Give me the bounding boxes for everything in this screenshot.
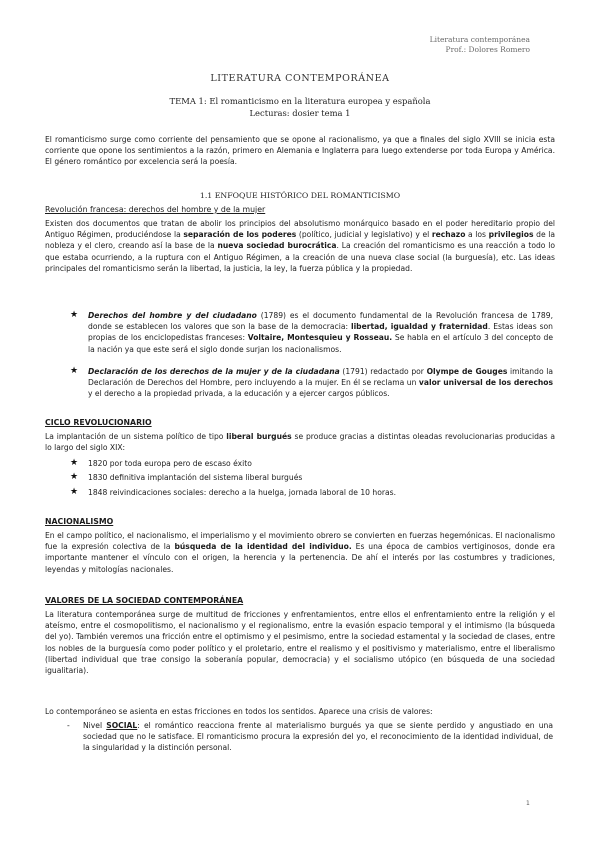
dash-bullet: - — [67, 721, 70, 730]
header-teacher: Prof.: Dolores Romero — [445, 45, 530, 54]
page-number: 1 — [526, 800, 530, 807]
crisis-item-social: Nivel SOCIAL: el romántico reacciona frente al materialismo burgués ya que se siente perdido y angustiado en una sociedad que no le satisface. El romanticismo procura la expresión del yo, el reconocimiento de la identidad individual, de la singularidad y la distinción personal. — [83, 721, 554, 753]
header-course: Literatura contemporánea — [429, 35, 530, 44]
intro-paragraph: El romanticismo surge como corriente del pensamiento que se opone al racionalismo, ya que a finales del siglo XVIII se inicia esta corriente que opone los sentimientos a la razón, primero en Alemania e Inglaterra para luego extenderse por toda Europa y América. El género romántico por excelencia será la poesía. — [45, 135, 555, 167]
star-bullet-icon: ★ — [70, 472, 79, 482]
valores-paragraph: La literatura contemporánea surge de multitud de fricciones y enfrentamientos, entre ellos el enfrentamiento entre la religión y el ateísmo, entre el cosmopolitismo, el nacionalismo y el regionalismo, entre la evasión espacio temporal y el intimismo (la búsqueda del yo). También veremos una fricción entre el optimismo y el pesimismo, entre la sociedad estamental y la sociedad de clases, entre los nobles de la burguesía como poder político y el proletario, entre el realismo y el positivismo y materialismo, entre el liberalismo (libertad individual que trae consigo la soberanía popular, democracia) y el socialismo utópico (en búsqueda de una sociedad igualitaria). — [45, 610, 555, 676]
section-heading-1-1: 1.1 ENFOQUE HISTÓRICO DEL ROMANTICISMO — [199, 191, 401, 200]
list-item-1830: 1830 definitiva implantación del sistema liberal burgués — [88, 473, 303, 482]
crisis-paragraph: Lo contemporáneo se asienta en estas fricciones en todos los sentidos. Aparece una crisis de valores: — [45, 707, 433, 716]
heading-nacionalismo: NACIONALISMO — [45, 517, 114, 526]
list-item-1820: 1820 por toda europa pero de escaso éxito — [88, 459, 252, 468]
heading-ciclo: CICLO REVOLUCIONARIO — [45, 418, 152, 427]
star-bullet-icon: ★ — [70, 310, 79, 320]
topic-title: TEMA 1: El romanticismo en la literatura europea y española — [169, 96, 431, 106]
page-title: LITERATURA CONTEMPORÁNEA — [210, 73, 390, 84]
star-bullet-icon: ★ — [70, 487, 79, 497]
page-header — [430, 35, 530, 55]
revolucion-paragraph: Existen dos documentos que tratan de abolir los principios del absolutismo monárquico basado en el poder hereditario propio del Antiguo Régimen, produciéndose la separación de los poderes (político, judicial y legislativo) y el rechazo a los privilegios de la nobleza y el clero, creando así la base de la nueva sociedad burocrática. La creación del romanticismo es una reacción a todo lo que estaba ocurriendo, a la ruptura con el Antiguo Régimen, a la creación de una nueva clase social (la burguesía), etc. Las ideas principales del romanticismo serán la libertad, la justicia, la ley, la fuerza pública y la propiedad. — [45, 219, 555, 273]
list-item-1848: 1848 reivindicaciones sociales: derecho a la huelga, jornada laboral de 10 horas. — [88, 488, 397, 497]
star-bullet-icon: ★ — [70, 458, 79, 468]
heading-revolucion: Revolución francesa: derechos del hombre y de la mujer — [45, 205, 266, 214]
bullet-derechos-hombre: Derechos del hombre y del ciudadano (1789) es el documento fundamental de la Revolución francesa de 1789, donde se establecen los valores que son la base de la democracia: libertad, igualdad y fraternidad. Estas ideas son propias de los enciclopedistas franceses: Voltaire, Montesquieu y Rosseau. Se habla en el artículo 3 del concepto de la nación ya que este será el siglo donde surjan los nacionalismos. — [88, 311, 554, 354]
readings-line: Lecturas: dosier tema 1 — [249, 108, 351, 118]
bullet-derechos-mujer: Declaración de los derechos de la mujer y de la ciudadana (1791) redactado por Olympe de Gouges imitando la Declaración de Derechos del Hombre, pero incluyendo a la mujer. En él se reclama un valor universal de los derechos y el derecho a la propiedad privada, a la educación y a ejercer cargos públicos. — [88, 367, 554, 399]
ciclo-paragraph: La implantación de un sistema político de tipo liberal burgués se produce gracias a distintas oleadas revolucionarias producidas a lo largo del siglo XIX: — [45, 432, 556, 453]
nacionalismo-paragraph: En el campo político, el nacionalismo, el imperialismo y el movimiento obrero se convierten en fuerzas hegemónicas. El nacionalismo fue la expresión colectiva de la búsqueda de la identidad del individuo. Es una época de cambios vertiginosos, donde era importante mantener el vínculo con el origen, la herencia y la pertenencia. De ahí el interés por las costumbres y tradiciones, leyendas y mitologías nacionales. — [45, 531, 555, 574]
heading-valores: VALORES DE LA SOCIEDAD CONTEMPORÁNEA — [45, 596, 244, 605]
star-bullet-icon: ★ — [70, 366, 79, 376]
